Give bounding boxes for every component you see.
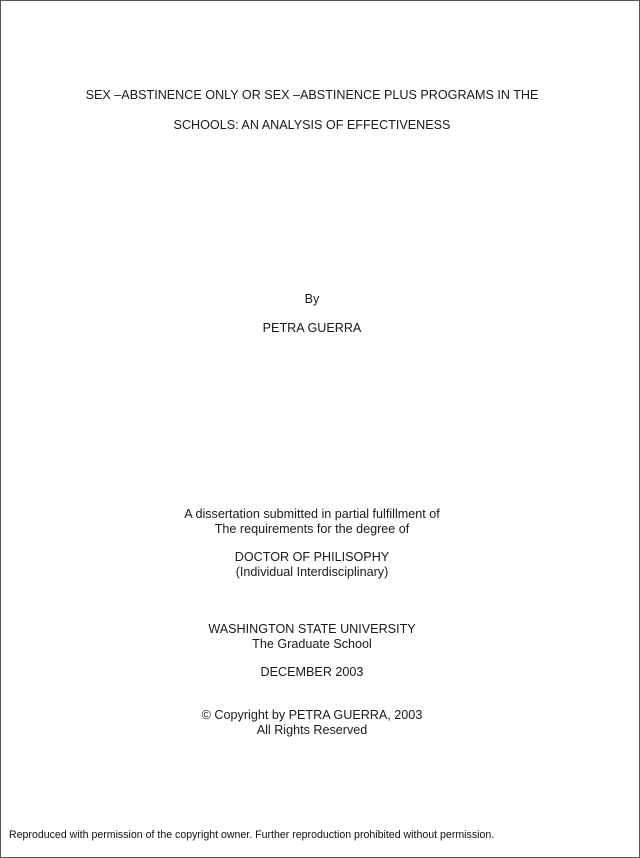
- by-label: By: [304, 292, 320, 306]
- submission-line-1: A dissertation submitted in partial fulfillment of: [184, 507, 440, 521]
- university-name: WASHINGTON STATE UNIVERSITY: [208, 622, 416, 636]
- title-line-2: SCHOOLS: AN ANALYSIS OF EFFECTIVENESS: [173, 118, 451, 132]
- rights-reserved: All Rights Reserved: [256, 723, 368, 737]
- title-line-1: SEX –ABSTINENCE ONLY OR SEX –ABSTINENCE PLUS PROGRAMS IN THE: [85, 88, 539, 102]
- copyright-line: © Copyright by PETRA GUERRA, 2003: [201, 708, 423, 722]
- submission-date: DECEMBER 2003: [260, 665, 364, 679]
- reproduction-notice: Reproduced with permission of the copyright owner. Further reproduction prohibited without permission.: [9, 829, 495, 841]
- degree-program: (Individual Interdisciplinary): [235, 565, 389, 579]
- graduate-school: The Graduate School: [252, 637, 372, 651]
- submission-line-2: The requirements for the degree of: [214, 522, 410, 536]
- author-name: PETRA GUERRA: [262, 321, 362, 335]
- degree-name: DOCTOR OF PHILISOPHY: [234, 550, 390, 564]
